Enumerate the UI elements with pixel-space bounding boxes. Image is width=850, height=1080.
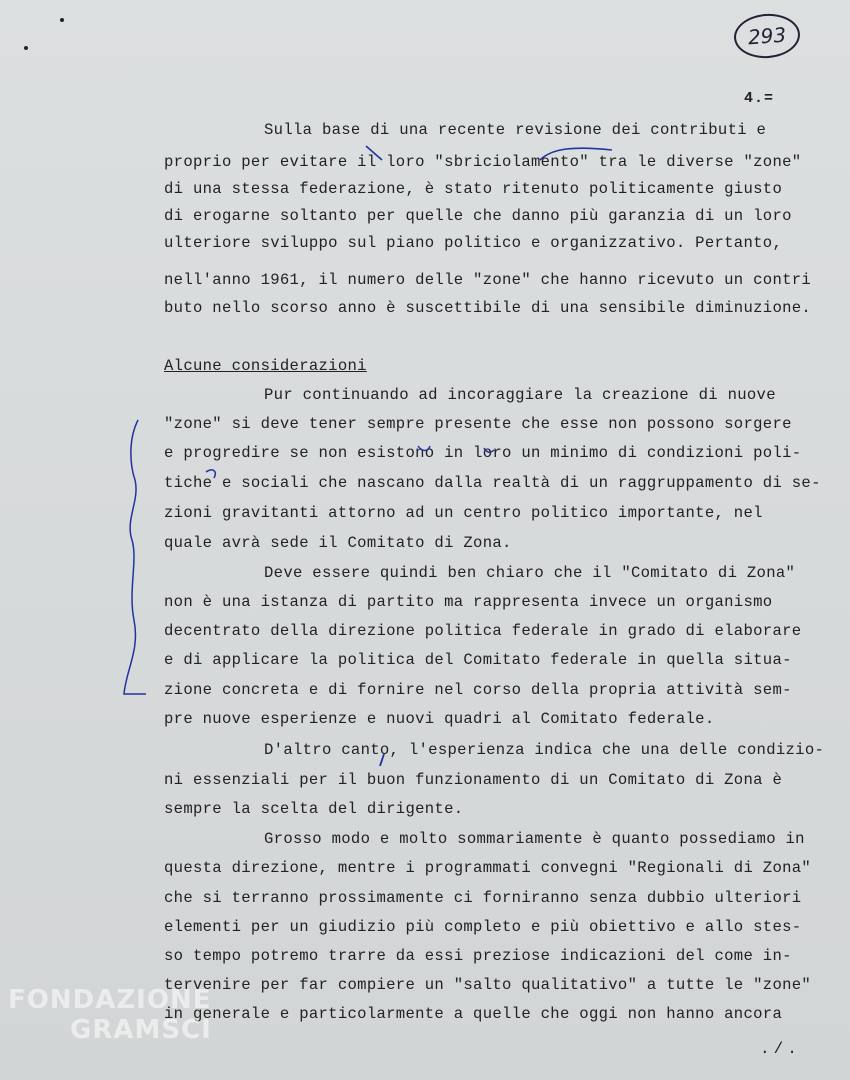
watermark-line: FONDAZIONE	[8, 985, 212, 1015]
text-line: non è una istanza di partito ma rappresenta invece un organismo	[164, 593, 773, 611]
text-line: tervenire per far compiere un "salto qualitativo" a tutte le "zone"	[164, 976, 812, 994]
text-line: in generale e particolarmente a quelle che oggi non hanno ancora	[164, 1005, 783, 1023]
insert-mark	[206, 470, 215, 478]
text-line: sempre la scelta del dirigente.	[164, 800, 464, 818]
correction-stroke	[540, 148, 612, 160]
insert-mark	[484, 448, 494, 452]
text-line: "zone" si deve tener sempre presente che esse non possono sorgere	[164, 415, 792, 433]
page-number: 4.=	[744, 90, 775, 107]
text-line: elementi per un giudizio più completo e più obiettivo e allo stes-	[164, 918, 802, 936]
correction-stroke	[366, 146, 382, 160]
text-line: proprio per evitare il loro "sbriciolamento" tra le diverse "zone"	[164, 153, 802, 171]
text-line: D'altro canto, l'esperienza indica che una delle condizio-	[264, 741, 825, 759]
text-line: zione concreta e di fornire nel corso della propria attività sem-	[164, 681, 792, 699]
text-line: buto nello scorso anno è suscettibile di una sensibile diminuzione.	[164, 299, 812, 317]
margin-bracket	[124, 420, 146, 694]
text-line: di erogarne soltanto per quelle che danno più garanzia di un loro	[164, 207, 792, 225]
text-line: Pur continuando ad incoraggiare la creazione di nuove	[264, 386, 776, 404]
text-line: e progredire se non esistono in loro un minimo di condizioni poli-	[164, 444, 802, 462]
section-heading: Alcune considerazioni	[164, 357, 367, 375]
archive-stamp: 293	[733, 12, 802, 60]
text-line: quale avrà sede il Comitato di Zona.	[164, 534, 512, 552]
text-line: che si terranno prossimamente ci forniranno senza dubbio ulteriori	[164, 889, 802, 907]
text-line: Deve essere quindi ben chiaro che il "Comitato di Zona"	[264, 564, 796, 582]
text-line: di una stessa federazione, è stato ritenuto politicamente giusto	[164, 180, 783, 198]
text-line: ni essenziali per il buon funzionamento di un Comitato di Zona è	[164, 771, 783, 789]
text-line: so tempo potremo trarre da essi preziose indicazioni del come in-	[164, 947, 792, 965]
text-line: Grosso modo e molto sommariamente è quanto possediamo in	[264, 830, 805, 848]
text-line: ulteriore sviluppo sul piano politico e organizzativo. Pertanto,	[164, 234, 783, 252]
insert-mark	[418, 446, 430, 451]
text-line: e di applicare la politica del Comitato federale in quella situa-	[164, 651, 792, 669]
continuation-mark: ./.	[760, 1040, 801, 1058]
watermark-line: GRAMSCI	[70, 1015, 212, 1045]
text-line: decentrato della direzione politica federale in grado di elaborare	[164, 622, 802, 640]
comma-mark	[380, 754, 384, 766]
text-line: questa direzione, mentre i programmati convegni "Regionali di Zona"	[164, 859, 812, 877]
text-line: pre nuove esperienze e nuovi quadri al Comitato federale.	[164, 710, 715, 728]
text-line: zioni gravitanti attorno ad un centro politico importante, nel	[164, 504, 763, 522]
text-line: Sulla base di una recente revisione dei contributi e	[264, 121, 767, 139]
text-line: tiche e sociali che nascano dalla realtà di un raggruppamento di se-	[164, 474, 821, 492]
text-line: nell'anno 1961, il numero delle "zone" che hanno ricevuto un contri	[164, 271, 812, 289]
watermark-logo	[8, 985, 212, 1045]
